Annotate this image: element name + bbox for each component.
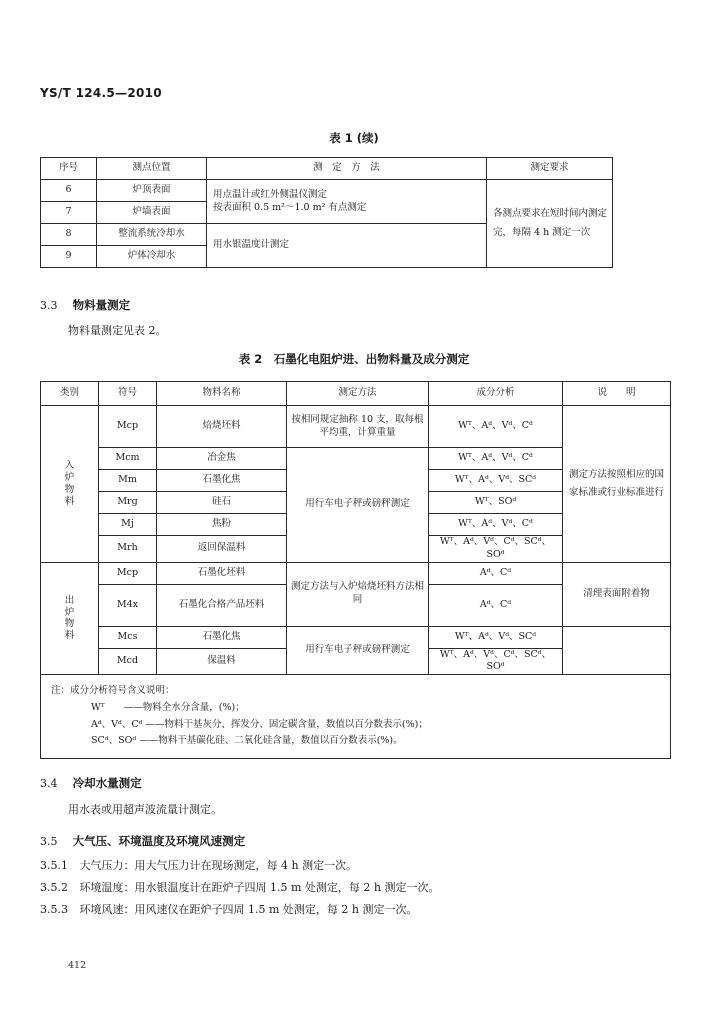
section-number: 3.3 [40, 299, 58, 312]
section-number: 3.4 [40, 777, 58, 790]
table2-header: 类别 [41, 382, 99, 406]
material-name: 保温料 [157, 648, 287, 675]
row-number: 8 [41, 224, 97, 246]
category-cell [41, 406, 99, 563]
item-number: 3.5.1 [40, 859, 68, 872]
item-number: 3.5.2 [40, 881, 68, 894]
symbol-cell: Mcd [99, 648, 157, 675]
material-name: 焦粉 [157, 514, 287, 536]
item-text: 环境风速：用风速仪在距炉子四周 1.5 m 处测定，每 2 h 测定一次。 [79, 903, 418, 916]
symbol-cell: Mcp [99, 406, 157, 448]
material-name: 石墨化焦 [157, 470, 287, 492]
composition-cell: Wᵀ、Aᵈ、Vᵈ、Cᵈ [429, 448, 563, 470]
row-number: 9 [41, 246, 97, 268]
table1 [40, 157, 613, 268]
symbol-cell: Mj [99, 514, 157, 536]
table1-header-row [41, 158, 613, 180]
method-cell: 用行车电子秤或磅秤测定 [287, 626, 429, 675]
item-3-5-3 [40, 901, 418, 917]
notes-cell [41, 675, 671, 759]
item-3-5-1 [40, 857, 357, 873]
section-title: 大气压、环境温度及环境风速测定 [72, 834, 246, 848]
item-number: 3.5.3 [40, 903, 68, 916]
table2-header: 物料名称 [157, 382, 287, 406]
item-text: 环境温度：用水银温度计在距炉子四周 1.5 m 处测定，每 2 h 测定一次。 [79, 881, 440, 894]
measure-location: 炉顶表面 [97, 180, 207, 202]
measure-location: 整流系统冷却水 [97, 224, 207, 246]
note-line: SCᵈ、SOᵈ ——物料干基碳化硅、二氧化硅含量，数值以百分数表示(%)。 [91, 735, 403, 747]
category-cell [41, 562, 99, 675]
material-name: 石墨化焦 [157, 626, 287, 648]
table2 [40, 381, 671, 759]
table1-header: 序号 [41, 158, 97, 180]
section-title: 冷却水量测定 [72, 776, 142, 790]
note-cell: 测定方法按照相应的国家标准或行业标准进行 [563, 406, 671, 563]
measure-location: 炉墙表面 [97, 202, 207, 224]
composition-cell: Wᵀ、Aᵈ、Vᵈ、Cᵈ、SCᵈ、SOᵈ [429, 648, 563, 675]
table1-header: 测 定 方 法 [207, 158, 487, 180]
item-text: 大气压力：用大气压力计在现场测定，每 4 h 测定一次。 [79, 859, 358, 872]
method-line: 用点温计或红外侧温仪测定 [213, 188, 328, 200]
composition-cell: Wᵀ、Aᵈ、Vᵈ、Cᵈ、SCᵈ、SOᵈ [429, 536, 563, 563]
symbol-cell: Mcm [99, 448, 157, 470]
measure-location: 炉体冷却水 [97, 246, 207, 268]
composition-cell: Wᵀ、Aᵈ、Vᵈ、Cᵈ [429, 514, 563, 536]
material-name: 返回保温料 [157, 536, 287, 563]
material-name: 焙烧坯料 [157, 406, 287, 448]
section-3-5-heading [40, 830, 245, 849]
symbol-cell: Mrg [99, 492, 157, 514]
note-line: Wᵀ ——物料全水分含量，(%)； [91, 701, 245, 713]
category-label: 出炉物料 [64, 594, 75, 642]
notes-row [41, 675, 671, 759]
method-cell [207, 180, 487, 224]
row-number: 6 [41, 180, 97, 202]
section-3-4-heading [40, 772, 142, 791]
table2-header-row [41, 382, 671, 406]
table1-header: 测定要求 [487, 158, 613, 180]
table2-header: 说 明 [563, 382, 671, 406]
table-row [41, 626, 671, 648]
composition-cell: Wᵀ、Aᵈ、Vᵈ、SCᵈ [429, 626, 563, 648]
table1-header: 测点位置 [97, 158, 207, 180]
symbol-cell: M4x [99, 584, 157, 626]
material-name: 石墨化合格产品坯料 [157, 584, 287, 626]
row-number: 7 [41, 202, 97, 224]
standard-id: YS/T 124.5—2010 [40, 86, 162, 100]
table2-caption: 表 2 石墨化电阻炉进、出物料量及成分测定 [238, 352, 470, 366]
table1-caption: 表 1 (续) [329, 131, 379, 145]
table2-header: 成分分析 [429, 382, 563, 406]
section-number: 3.5 [40, 835, 58, 848]
section-3-4-text: 用水表或用超声波流量计测定。 [68, 803, 222, 816]
material-name: 石墨化坯料 [157, 562, 287, 584]
note-cell [563, 626, 671, 675]
method-cell: 按相同规定抽称 10 支，取每根平均重，计算重量 [287, 406, 429, 448]
material-name: 硅石 [157, 492, 287, 514]
composition-cell: Aᵈ、Cᵈ [429, 562, 563, 584]
note-cell: 清理表面附着物 [563, 562, 671, 626]
symbol-cell: Mcs [99, 626, 157, 648]
section-3-3-text: 物料量测定见表 2。 [68, 324, 167, 337]
item-3-5-2 [40, 879, 440, 895]
composition-cell: Wᵀ、SOᵈ [429, 492, 563, 514]
symbol-cell: Mrh [99, 536, 157, 563]
table-row [41, 562, 671, 584]
method-cell: 用水银温度计测定 [207, 224, 487, 268]
material-name: 冶金焦 [157, 448, 287, 470]
symbol-cell: Mcp [99, 562, 157, 584]
table2-header: 测定方法 [287, 382, 429, 406]
method-cell: 测定方法与入炉焙烧坯料方法相同 [287, 562, 429, 626]
table-row [41, 406, 671, 448]
section-3-3-heading [40, 294, 130, 313]
method-cell: 用行车电子秤或磅秤测定 [287, 448, 429, 563]
section-title: 物料量测定 [72, 298, 131, 312]
composition-cell: Wᵀ、Aᵈ、Vᵈ、Cᵈ [429, 406, 563, 448]
symbol-cell: Mm [99, 470, 157, 492]
requirement-cell: 各测点要求在短时间内测定完，每隔 4 h 测定一次 [487, 180, 613, 268]
note-line: Aᵈ、Vᵈ、Cᵈ ——物料干基灰分、挥发分、固定碳含量，数值以百分数表示(%)； [91, 718, 428, 730]
method-line: 按表面积 0.5 m²～1.0 m² 有点测定 [213, 201, 367, 213]
composition-cell: Wᵀ、Aᵈ、Vᵈ、SCᵈ [429, 470, 563, 492]
notes-title: 注：成分分析符号含义说明： [51, 685, 175, 697]
page-number: 412 [68, 960, 87, 971]
table2-header: 符号 [99, 382, 157, 406]
table-row [41, 180, 613, 202]
composition-cell: Aᵈ、Cᵈ [429, 584, 563, 626]
category-label: 入炉物料 [64, 460, 75, 507]
